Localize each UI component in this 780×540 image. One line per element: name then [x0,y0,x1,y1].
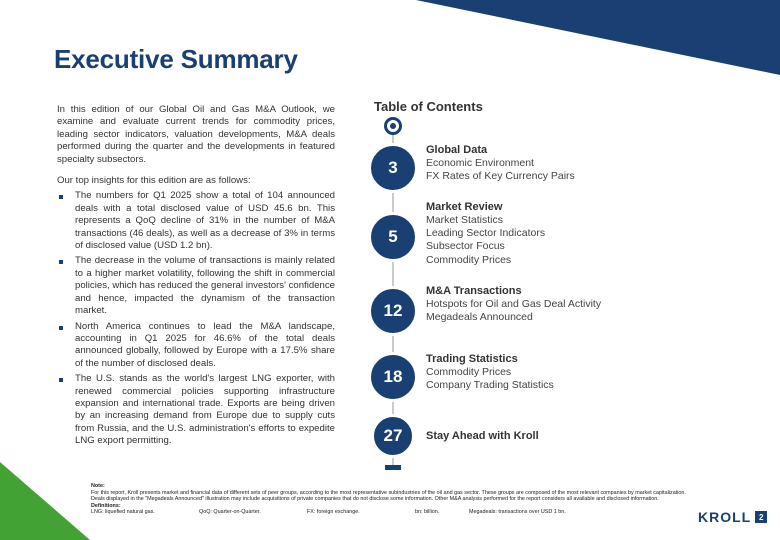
toc-subitem: Company Trading Statistics [426,379,554,392]
toc-subitem: Commodity Prices [426,253,512,266]
bullet-icon [59,195,63,199]
insight-text: The U.S. stands as the world's largest LNG exporter, with renewed commercial policies supporting infrastructure expansion and international trade. Exports are being driven by an increasing demand from Europe due to supply cuts from Russia, and the U.S. administration's efforts to expedite LNG export permitting. [75,373,335,447]
summary-text-column [57,104,335,451]
bullet-icon [59,378,63,382]
logo-wordmark: KROLL [698,509,752,525]
toc-subitem: Leading Sector Indicators [426,227,546,240]
toc-heading: M&A Transactions [426,285,522,297]
toc-heading: Market Review [426,201,503,213]
toc-page-number: 27 [371,414,415,458]
toc-page-number: 3 [368,143,418,193]
insight-text: The numbers for Q1 2025 show a total of 104 announced deals with a total disclosed value of USD 45.6 bn. This represents a QoQ decline of 31% in the number of M&A transactions (46 deals), as well as a decrease of 3% in terms of disclosed value (USD 1.2 bn). [75,190,335,252]
toc-subitem: Economic Environment [426,157,534,169]
toc-item-text [426,200,756,267]
definition-item: Megadeals: transactions over USD 1 bn. [469,509,566,516]
note-line: For this report, Kroll presents market and financial data of different sets of peer groups, according to the most representative subindustries of the oil and gas sector. These groups are composed of the most relevant companies by market capitalization. [91,489,686,496]
insight-item [57,190,335,252]
definition-item: bn: billion. [415,509,440,516]
footnotes [91,483,691,516]
toc-subitem: Megadeals Announced [426,311,533,324]
toc-item-text [426,429,756,443]
bottom-left-decorative-shape [0,462,90,540]
toc-subitem: FX Rates of Key Currency Pairs [426,170,575,183]
insight-item [57,255,335,317]
definitions-row [91,509,691,516]
insight-item [57,321,335,371]
definitions-label: Definitions: [91,502,121,509]
definition-item: LNG: liquefied natural gas. [91,509,155,516]
insights-intro: Our top insights for this edition are as follows: [57,175,251,187]
toc-page-number: 5 [368,212,418,262]
insight-text: The decrease in the volume of transactions is mainly related to a higher market volatility, following the shift in commercial policies, which has reduced the general investors' confidence and hence, impacted the dynamism of the transaction market. [75,255,335,317]
page-number-badge: 2 [755,511,767,523]
page-title: Executive Summary [54,44,298,74]
insights-list [57,190,335,447]
toc-heading: Stay Ahead with Kroll [426,430,539,442]
insight-text: North America continues to lead the M&A landscape, accounting in Q1 2025 for 46.6% of the total deals announced globally, followed by Europe with a 17.5% share of the number of disclosed deals. [75,320,335,369]
toc-heading: Trading Statistics [426,353,518,365]
toc-title: Table of Contents [374,99,483,114]
note-line: Deals displayed in the "Megadeals Announced" illustration may include acquisitions of private companies that do not disclose some information. Other M&A analysis performed for the report considers all available and disclosed information. [91,496,659,503]
toc-heading: Global Data [426,144,488,156]
toc-timeline-end-marker [385,465,401,470]
toc-page-number: 18 [368,352,418,402]
toc-item-text [426,143,756,183]
toc-subitem: Market Statistics [426,214,504,226]
toc-subitem: Hotspots for Oil and Gas Deal Activity [426,298,602,310]
definition-item: FX: foreign exchange. [307,509,360,516]
toc-subitem: Commodity Prices [426,366,512,378]
toc-item-text [426,284,756,324]
note-label: Note: [91,483,105,489]
bullet-icon [59,260,63,264]
toc-item-text [426,352,756,392]
definition-item: QoQ: Quarter-on-Quarter. [199,509,261,516]
toc-subitem: Subsector Focus [426,240,505,253]
insight-item [57,373,335,447]
kroll-logo [698,509,767,525]
bullet-icon [59,326,63,330]
intro-paragraph: In this edition of our Global Oil and Gas M&A Outlook, we examine and evaluate current trends for commodity prices, leading sector indicators, valuation developments, M&A deals performed during the quarter and the developments in featured specialty subsectors. [57,104,335,165]
toc-page-number: 12 [368,286,418,336]
toc-start-dot-icon [384,117,402,135]
